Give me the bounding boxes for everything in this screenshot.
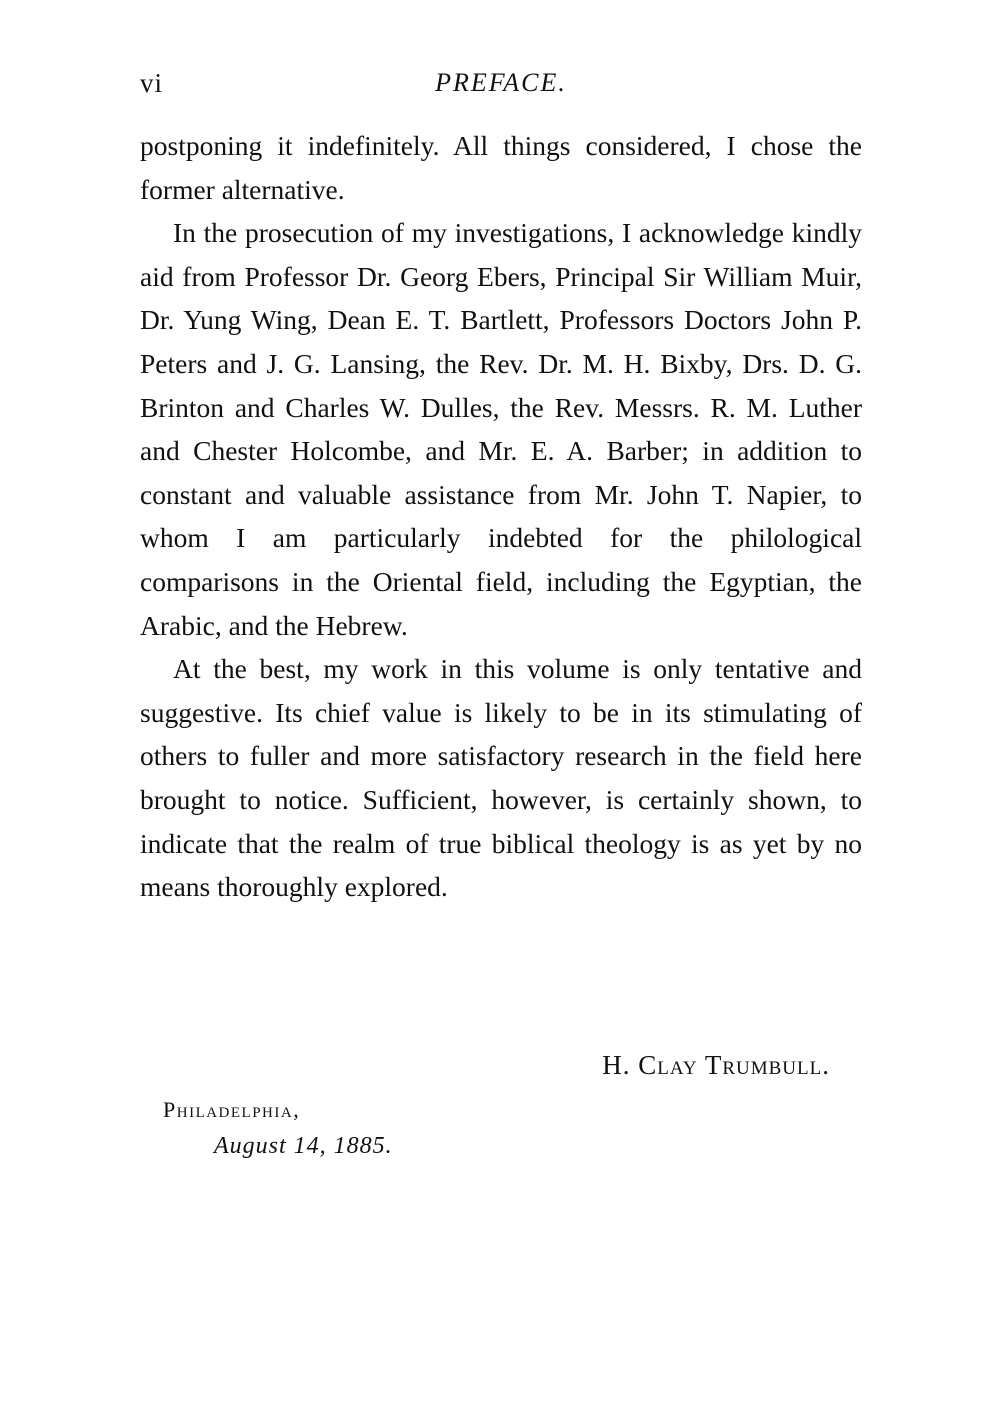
paragraph-continuation: postponing it indefinitely. All things considered, I chose the former alternative. [140, 130, 862, 205]
running-title: PREFACE. [435, 68, 567, 97]
date-line: August 14, 1885. [214, 1133, 393, 1159]
page-number: vi [140, 68, 164, 98]
author-signature: H. Clay Trumbull. [602, 1050, 830, 1080]
place-line: Philadelphia, [163, 1097, 301, 1122]
paragraph-acknowledgments: In the prosecution of my investigations, I acknowledge kindly aid from Professor Dr. Georg Ebers, Principal Sir William Muir, Dr. Yung Wing, Dean E. T. Bartlett, Professors Doctors John P. Peters and J. G. Lansing, the Rev. Dr. M. H. Bixby, Drs. D. G. Brinton and Charles W. Dulles, the Rev. Messrs. R. M. Luther and Chester Holcombe, and Mr. E. A. Barber; in addition to constant and valuable assistance from Mr. John T. Napier, to whom I am particularly indebted for the philological comparisons in the Oriental field, including the Egyptian, the Arabic, and the Hebrew. [140, 217, 862, 641]
running-head [140, 68, 862, 108]
paragraph-conclusion: At the best, my work in this volume is only tentative and suggestive. Its chief value is likely to be in its stimulating of others to fuller and more satisfactory research in the field here brought to notice. Sufficient, however, is certainly shown, to indicate that the realm of true biblical theology is as yet by no means thoroughly explored. [140, 653, 862, 903]
body-text [140, 124, 862, 909]
